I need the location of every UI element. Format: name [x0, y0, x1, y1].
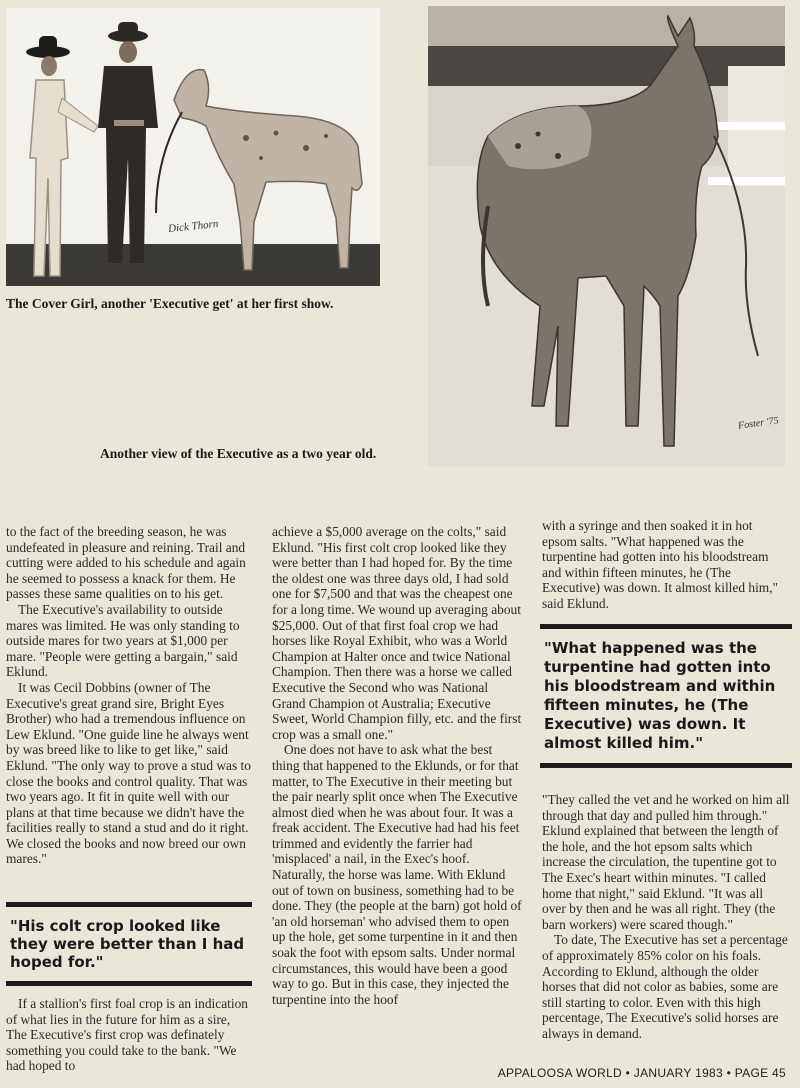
article-column-2 — [272, 524, 522, 1007]
divider — [6, 981, 252, 986]
divider — [540, 763, 792, 768]
article-column-1 — [6, 524, 252, 867]
article-column-3-bottom — [542, 792, 790, 1042]
paragraph: To date, The Executive has set a percentage of approximately 85% color on his foals. According to Eklund, although the older horses that did not color as babies, some are still starting to color. Even with this high percentage, The Executive's solid horses are always in demand. — [542, 932, 788, 1041]
paragraph: It was Cecil Dobbins (owner of The Executive's great grand sire, Bright Eyes Brother) who had a tremendous influence on Lew Eklund. "One guide line he always went by was breed like to like to get like," said Eklund. "The only way to prove a stud was to close the books and control quality. That was two years ago. It fit in quite well with our plans at that time because we didn't have the facilities really to stand a stud and do it right. We closed the books and now breed our own mares." — [6, 679, 251, 867]
paragraph: to the fact of the breeding season, he was undefeated in pleasure and reining. Trail and cutting were added to his schedule and again he seemed to possess a knack for them. He passes these same qualities on to his get. — [6, 524, 246, 602]
article-column-3 — [542, 518, 790, 612]
paragraph: One does not have to ask what the best thing that happened to the Eklunds, or for that matter, to The Executive in their meeting but the pair nearly split once when The Executive almost died when he was about four. It was a freak accident. The Executive had had his feet trimmed and evidently the farrier had 'misplaced' a nail, in the Exec's hoof. Naturally, the horse was lame. With Eklund out of town on business, something had to be done. They (the people at the barn) got hold of 'an old horseman' who advised them to open up the hole, get some turpentine in it and then soak the foot with epsom salts. Under normal circumstances, this would have been a good way to go. But in this case, they injected the turpentine into the hoof — [272, 742, 522, 1007]
photo-executive — [428, 6, 785, 466]
pull-quote-text: "What happened was the turpentine had gotten into his bloodstream and within fifteen minutes, he (The Executive) was down. It almost killed him." — [544, 639, 776, 752]
article-column-1-bottom — [6, 996, 252, 1074]
caption-executive: Another view of the Executive as a two year old. — [100, 446, 377, 461]
paragraph: If a stallion's first foal crop is an indication of what lies in the future for him as a sire, The Executive's first crop was definately something you could take to the bank. "We had hoped to — [6, 996, 248, 1074]
paragraph: with a syringe and then soaked it in hot epsom salts. "What happened was the turpentine had gotten into his bloodstream and within fifteen minutes, he (The Executive) was down. It almost killed him," said Eklund. — [542, 518, 779, 611]
paragraph: achieve a $5,000 average on the colts," said Eklund. "His first colt crop looked like they were better than I had hoped for. By the time the oldest one was three days old, I had sold one for $7,500 and that was the cheapest one for a long time. We wound up averaging about $25,000. Out of that first foal crop we had horses like Royal Exhibit, who was a World Champion at Halter once and twice National Champion. Then there was a horse we called Executive the Second who was National Grand Champion ot Australia; Executive Sweet, World Champion filly, etc. and the first crop was a small one." — [272, 524, 522, 742]
paragraph: "They called the vet and he worked on him all through that day and pulled him through." Eklund explained that between the length of the hole, and the hot epsom salts which increase the circulation, the tupentine got to The Exec's heart within minutes. "I called home that night," said Eklund. "It was all over by then and he was all right. They (the barn workers) were scared though." — [542, 792, 790, 932]
pull-quote — [540, 624, 792, 768]
photographer-signature: Dick Thorn — [167, 217, 219, 236]
pull-quote — [6, 902, 252, 986]
paragraph: The Executive's availability to outside mares was limited. He was only standing to outside mares for two years at $1,000 per mare. "People were getting a bargain," said Eklund. — [6, 601, 240, 680]
page-footer: APPALOOSA WORLD • JANUARY 1983 • PAGE 45 — [497, 1066, 786, 1080]
caption-cover-girl: The Cover Girl, another 'Executive get' at her first show. — [6, 296, 334, 311]
photographer-signature: Foster '75 — [737, 415, 780, 432]
photo-cover-girl — [6, 8, 380, 286]
pull-quote-text: "His colt crop looked like they were better than I had hoped for." — [10, 917, 245, 971]
